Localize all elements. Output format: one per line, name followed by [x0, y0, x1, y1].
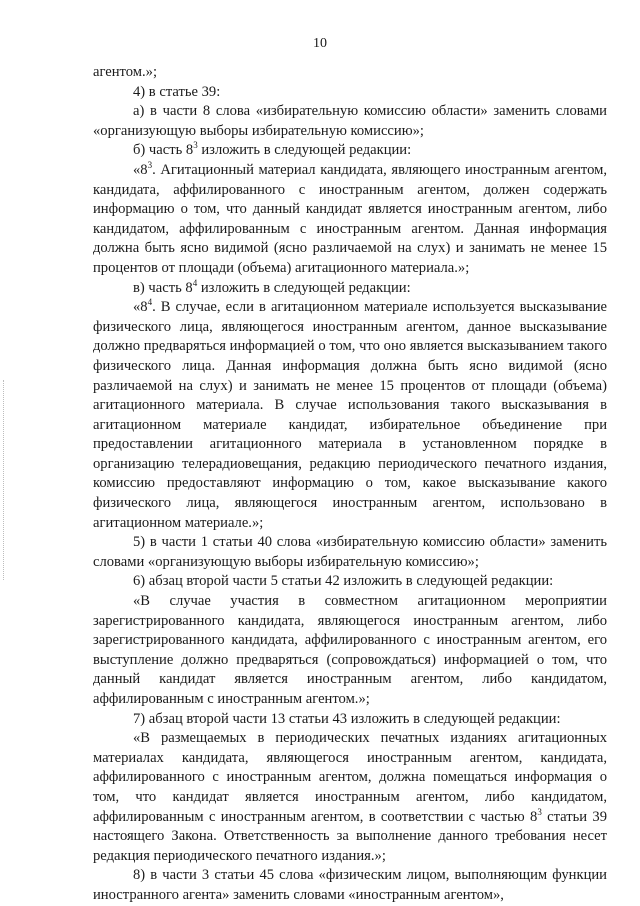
superscript: 3	[147, 159, 153, 170]
paragraph-item-4v	[93, 279, 607, 299]
paragraph-quote-8-4	[93, 298, 607, 533]
scan-edge-mark	[3, 380, 6, 580]
text-fragment: . Агитационный материал кандидата, являющего иностранным агентом, кандидата, аффилированного с иностранным агентом, должен содержать информацию о том, что данный кандидат является иностранным агентом, либо кандидатом, аффилированным с иностранным агентом. Данная информация должна быть ясно видимой (ясно различаемой на слух) и занимать не менее 15 процентов от площади (объема) агитационного материала.»;	[93, 161, 607, 276]
paragraph-item-5: 5) в части 1 статьи 40 слова «избирательную комиссию области» заменить словами «организующую выборы избирательную комиссию»;	[93, 534, 607, 570]
superscript: 3	[537, 806, 542, 817]
page-number: 10	[313, 36, 327, 51]
text-fragment: б) часть 8	[133, 142, 194, 159]
superscript: 3	[193, 140, 198, 151]
paragraph-quote-8-3	[93, 161, 607, 279]
paragraph-item-4: 4) в статье 39:	[133, 83, 221, 100]
paragraph-item-6: 6) абзац второй части 5 статьи 42 изложить в следующей редакции:	[133, 573, 554, 590]
paragraph-item-4a: а) в части 8 слова «избирательную комиссию области» заменить словами «организующую выборы избирательную комиссию»;	[93, 103, 607, 139]
document-body	[93, 63, 607, 906]
paragraph-item-4b	[93, 141, 607, 161]
text-fragment: изложить в следующей редакции:	[197, 279, 411, 296]
text-fragment: статьи 39 настоящего Закона. Ответственность за выполнение данного требования несет редакция периодического печатного издания.»;	[93, 808, 607, 864]
superscript: 4	[147, 297, 153, 308]
superscript: 4	[192, 277, 198, 288]
paragraph-item-7: 7) абзац второй части 13 статьи 43 изложить в следующей редакции:	[133, 710, 561, 727]
paragraph-continuation: агентом.»;	[93, 64, 157, 80]
paragraph-quote-42: «В случае участия в совместном агитационном мероприятии зарегистрированного кандидата, являющегося иностранным агентом, либо зарегистрированного кандидата, аффилированного с иностранным агентом, его выступление должно предваряться (сопровождаться) информацией о том, что данный кандидат является иностранным агентом, либо кандидатом, аффилированным с иностранным агентом.»;	[93, 593, 607, 707]
text-fragment: «8	[133, 299, 148, 316]
paragraph-quote-43	[93, 729, 607, 866]
paragraph-item-8: 8) в части 3 статьи 45 слова «физическим лицом, выполняющим функции иностранного агента» заменить словами «иностранным агентом»,	[93, 867, 607, 903]
text-fragment: в) часть 8	[133, 279, 193, 296]
text-fragment: «В размещаемых в периодических печатных изданиях агитационных материалах кандидата, являющегося иностранным агентом, кандидата, аффилированного с иностранным агентом, должна помещаться информация о том, что кандидат является иностранным агентом, либо кандидатом, аффилированным с иностранным агентом, в соответствии с частью 8	[93, 730, 607, 825]
text-fragment: . В случае, если в агитационном материале используется высказывание физического лица, являющегося иностранным агентом, данное высказывание должно предваряться информацией о том, что оно является высказыванием такого физического лица. Данная информация должна быть ясно видимой (ясно различаемой на слух) и занимать не менее 15 процентов от площади (объема) агитационного материала. В случае использования такого высказывания в агитационном материале кандидат, избирательное объединение при предоставлении агитационного материала в установленном порядке в организацию телерадиовещания, редакцию периодического печатного издания, комиссию предоставляют информацию о том, какое высказывание какого физического лица, являющегося иностранным агентом, использовано в агитационном материале.»;	[93, 299, 607, 531]
text-fragment: «8	[133, 161, 148, 178]
text-fragment: изложить в следующей редакции:	[197, 142, 412, 159]
